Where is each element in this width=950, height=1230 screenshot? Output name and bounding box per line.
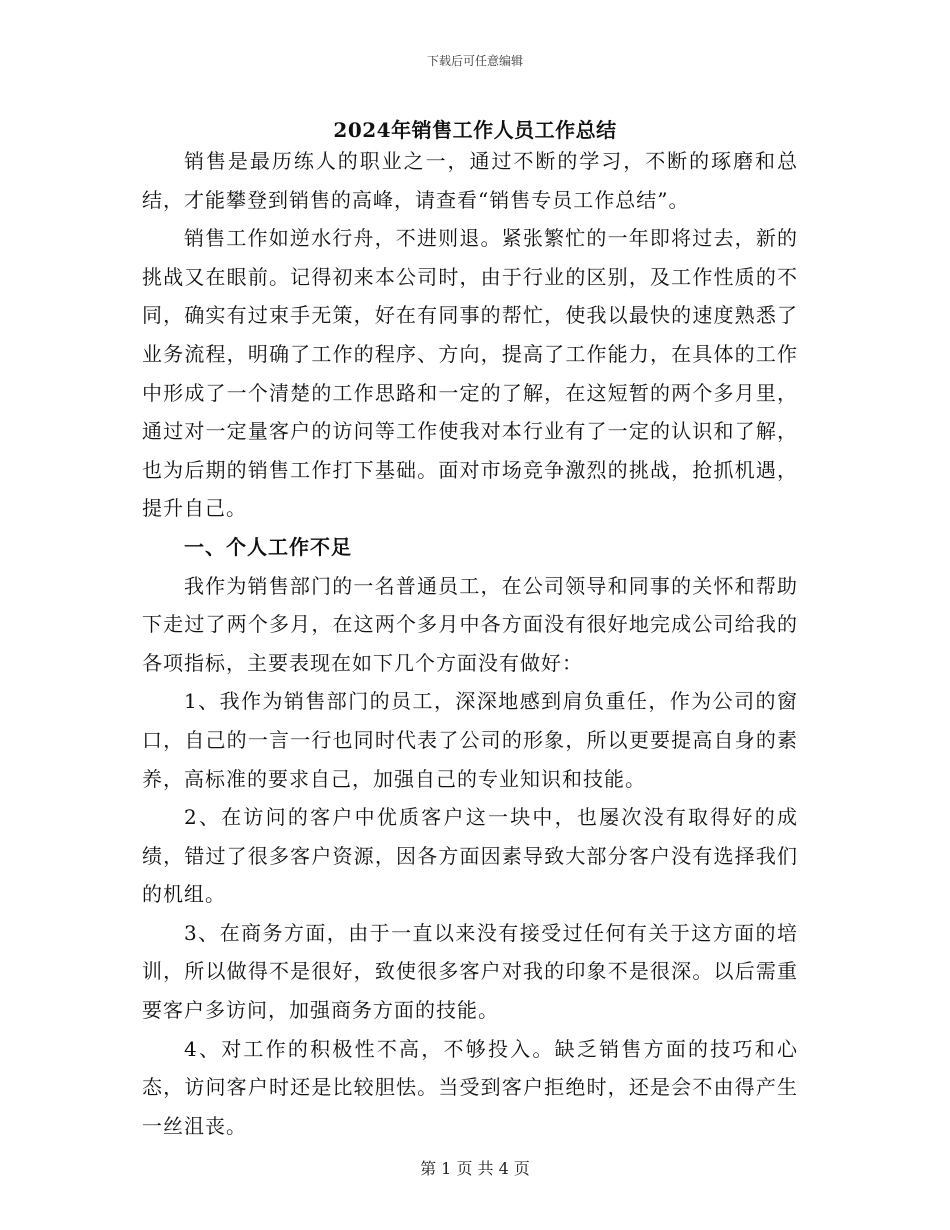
- list-item-2: 2、在访问的客户中优质客户这一块中，也屡次没有取得好的成绩，错过了很多客户资源，因各方面因素导致大部分客户没有选择我们的机组。: [142, 805, 798, 907]
- section-heading: 一、个人工作不足: [184, 534, 352, 559]
- list-item-3: 3、在商务方面，由于一直以来没有接受过任何有关于这方面的培训，所以做得不是很好，致使很多客户对我的印象不是很深。以后需重要客户多访问，加强商务方面的技能。: [142, 920, 798, 1023]
- page-header: 下载后可任意编辑: [426, 54, 523, 68]
- paragraph-intro: 销售是最历练人的职业之一，通过不断的学习，不断的琢磨和总结，才能攀登到销售的高峰，请查看“销售专员工作总结”。: [142, 149, 798, 212]
- document-body: [142, 142, 798, 1145]
- list-item-1: 1、我作为销售部门的员工，深深地感到肩负重任，作为公司的窗口，自己的一言一行也同时代表了公司的形象，所以更要提高自身的素养，高标准的要求自己，加强自己的专业知识和技能。: [142, 689, 798, 791]
- paragraph-overview: 销售工作如逆水行舟，不进则退。紧张繁忙的一年即将过去，新的挑战又在眼前。记得初来本公司时，由于行业的区别，及工作性质的不同，确实有过束手无策，好在有同事的帮忙，使我以最快的速度熟悉了业务流程，明确了工作的程序、方向，提高了工作能力，在具体的工作中形成了一个清楚的工作思路和一定的了解，在这短暂的两个多月里，通过对一定量客户的访问等工作使我对本行业有了一定的认识和了解，也为后期的销售工作打下基础。面对市场竞争激烈的挑战，抢抓机遇，提升自己。: [142, 226, 798, 521]
- list-item-4: 4、对工作的积极性不高，不够投入。缺乏销售方面的技巧和心态，访问客户时还是比较胆怯。当受到客户拒绝时，还是会不由得产生一丝沮丧。: [142, 1036, 798, 1138]
- document-title: 2024年销售工作人员工作总结: [333, 118, 617, 142]
- page-number: 第 1 页 共 4 页: [420, 1159, 530, 1178]
- paragraph-summary: 我作为销售部门的一名普通员工，在公司领导和同事的关怀和帮助下走过了两个多月，在这两个多月中各方面没有很好地完成公司给我的各项指标，主要表现在如下几个方面没有做好：: [142, 573, 798, 675]
